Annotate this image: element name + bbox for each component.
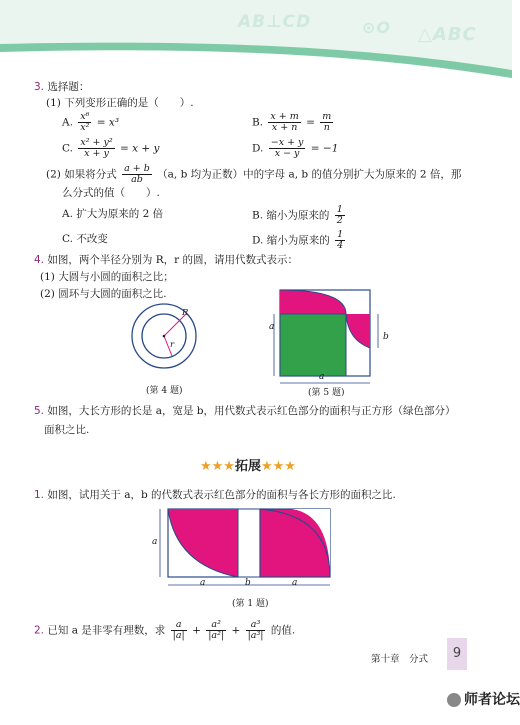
- page-number: 9: [447, 638, 467, 670]
- ext-fig1-label-b: b: [245, 578, 251, 588]
- q5-line2: 面积之比.: [44, 424, 90, 436]
- watermark-logo-icon: [447, 693, 461, 707]
- q5-number: 5.: [34, 405, 45, 417]
- q4-heading: [34, 253, 298, 267]
- q3-option-d2: D. 缩小为原来的 $\frac{1}{4}$: [252, 229, 344, 251]
- fig4-label-big-r: R: [182, 308, 189, 318]
- stars-right-icon: ★★★: [260, 459, 296, 474]
- q3-part2-line1: (2) 如果将分式 $\frac{a + b}{ab}$ （a, b 均为正数）中的字母 a, b 的值分别扩大为原来的 2 倍，那: [46, 163, 462, 185]
- fig5-label-a-bottom: a: [319, 372, 325, 382]
- fig5-caption: (第 5 题): [308, 388, 345, 398]
- q3-title: 选择题：: [47, 81, 90, 93]
- fig4-caption: (第 4 题): [146, 386, 183, 396]
- chapter-footer: 第十章 分式: [371, 654, 429, 665]
- ext-fig1-label-a1: a: [200, 578, 206, 588]
- figure-5-rectangle: [268, 286, 388, 390]
- ext-q2-text: 2. 已知 a 是非零有理数，求 $\frac{a}{|a|}$ + $\frac{\text{a²}}{\text{|a²|}}$ + $\frac{\text{a³}}{\text{|a³|}}$ 的值.: [34, 619, 296, 641]
- stars-left-icon: ★★★: [200, 459, 235, 474]
- q3-option-b1: B. $\frac{x + m}{x + n}$ = $\frac{m}{n}$: [252, 111, 332, 133]
- q4-sub2: (2) 圆环与大圆的面积之比.: [40, 288, 167, 300]
- ext-q1-number: 1.: [34, 489, 45, 501]
- q4-number: 4.: [34, 254, 45, 266]
- figure-4-circles: [124, 300, 204, 372]
- q4-sub1: (1) 大圆与小圆的面积之比；: [40, 271, 174, 283]
- ext-q2-number: 2.: [34, 624, 45, 637]
- q3-option-c1: C. $\frac{\text{x² + y²}}{x + y}$ = x + y: [62, 137, 160, 159]
- header-deco-text-1: AB⊥CD: [238, 12, 312, 32]
- q3-option-d1: D. $\frac{-x + y}{x - y}$ = −1: [252, 137, 339, 159]
- q3-option-c2: C. 不改变: [62, 233, 108, 245]
- ext-fig1-label-a2: a: [292, 578, 298, 588]
- fig5-label-b-right: b: [383, 332, 389, 342]
- fig4-label-small-r: r: [170, 340, 175, 350]
- fig5-label-a-left: a: [269, 322, 275, 332]
- q3-option-b2: B. 缩小为原来的 $\frac{1}{2}$: [252, 204, 343, 226]
- header-deco-text-3: △ABC: [418, 24, 477, 45]
- q4-text: 如图，两个半径分别为 R，r 的圆，请用代数式表示：: [47, 254, 298, 266]
- q3-part2-line2: 么分式的值（ ）.: [62, 187, 160, 199]
- extension-section-title: ★★★拓展★★★: [200, 459, 296, 474]
- q3-option-a2: A. 扩大为原来的 2 倍: [62, 208, 164, 220]
- header-deco-text-2: ⊙O: [362, 18, 392, 37]
- ext-fig1-caption: (第 1 题): [232, 599, 269, 609]
- q3-option-a1: A. $\frac{\text{x⁶}}{\text{x²}}$ = x³: [62, 111, 120, 133]
- ext-fig1-label-a-side: a: [152, 537, 158, 547]
- watermark: 师者论坛: [447, 689, 520, 709]
- q3-number: 3.: [34, 81, 45, 93]
- q5-line1: 5. 如图，大长方形的长是 a，宽是 b，用代数式表示红色部分的面积与正方形（绿色部分）: [34, 405, 456, 417]
- ext-q1-text: 1. 如图，试用关于 a，b 的代数式表示红色部分的面积与各长方形的面积之比.: [34, 489, 396, 501]
- q3-heading: [34, 80, 89, 94]
- q3-part1: (1) 下列变形正确的是（ ）.: [46, 97, 194, 109]
